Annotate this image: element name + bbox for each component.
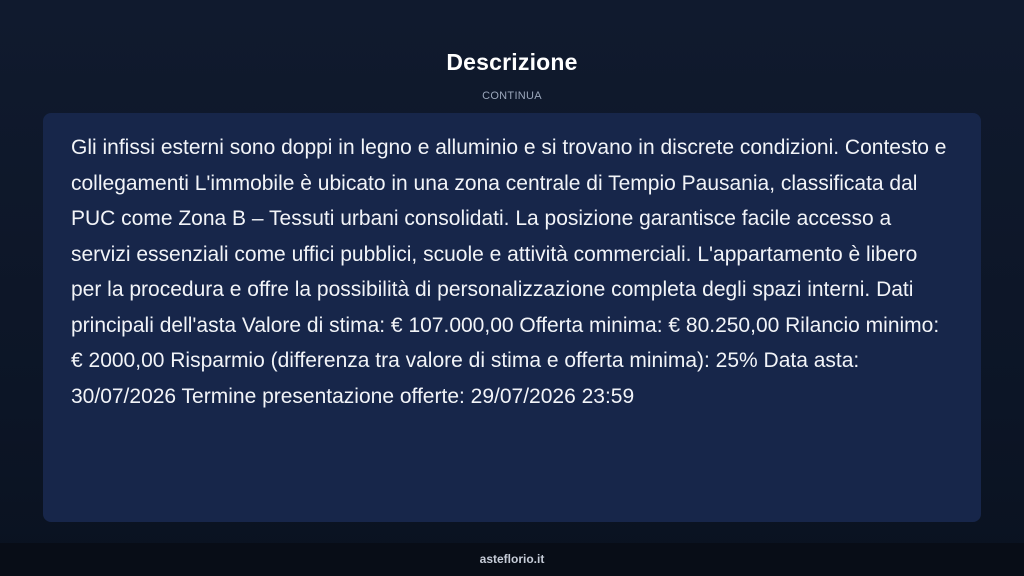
description-card: [43, 113, 981, 522]
continue-label: CONTINUA: [482, 90, 542, 102]
description-text: Gli infissi esterni sono doppi in legno e alluminio e si trovano in discrete condizioni. Contesto e collegamenti L'immobile è ubicato in una zona centrale di Tempio Pausania, classificata dal PUC come Zona B – Tessuti urbani consolidati. La posizione garantisce facile accesso a servizi essenziali come uffici pubblici, scuole e attività commerciali. L'appartamento è libero per la procedura e offre la possibilità di personalizzazione completa degli spazi interni. Dati principali dell'asta Valore di stima: € 107.000,00 Offerta minima: € 80.250,00 Rilancio minimo: € 2000,00 Risparmio (differenza tra valore di stima e offerta minima): 25% Data asta: 30/07/2026 Termine presentazione offerte: 29/07/2026 23:59: [71, 136, 947, 408]
footer-site-name: asteflorio.it: [479, 552, 545, 566]
footer-bar: [0, 543, 1024, 576]
page-title: Descrizione: [446, 49, 578, 75]
